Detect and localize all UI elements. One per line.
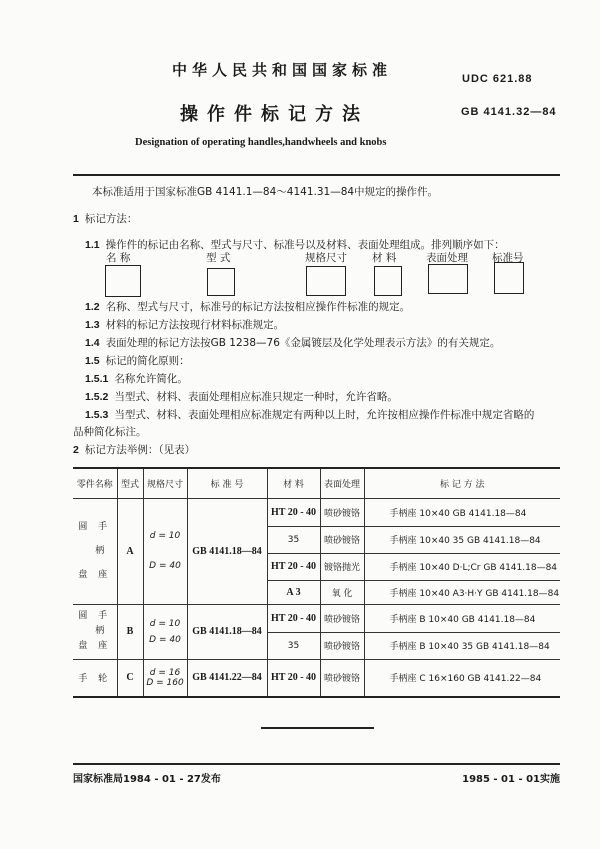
standard-cell: GB 4141.18—84 — [187, 604, 267, 659]
size-line: D = 40 — [149, 561, 181, 571]
standard-cell: GB 4141.18—84 — [187, 498, 267, 604]
section-text: 当型式、材料、表面处理相应标准只规定一种时，允许省略。 — [114, 391, 398, 403]
section-1-5-2 — [85, 389, 398, 404]
marking-cell: 手柄座 C 16×160 GB 4141.22—84 — [364, 659, 560, 697]
material-cell: HT 20 - 40 — [267, 604, 320, 632]
section-text: 当型式、材料、表面处理相应标准规定有两种以上时，允许按相应操作件标准中规定省略的 — [114, 409, 535, 421]
marking-cell: 手柄座 B 10×40 35 GB 4141.18—84 — [364, 632, 560, 659]
part-name-line: 圆 手 — [78, 611, 112, 621]
surface-cell: 喷砂镀铬 — [320, 632, 364, 659]
size-line: D = 40 — [149, 634, 181, 645]
section-number: 1 — [73, 213, 79, 225]
section-text: 名称允许简化。 — [114, 373, 188, 385]
table-row — [73, 659, 560, 697]
header-marking: 标 记 方 法 — [364, 468, 560, 498]
size-cell — [143, 604, 187, 659]
footer-rule — [73, 763, 560, 765]
part-name-cell: 手 轮 — [73, 659, 117, 697]
header-type: 型式 — [117, 468, 143, 498]
section-text: 标记方法举例：（见表） — [84, 444, 196, 456]
order-label-material: 材 料 — [372, 252, 397, 264]
part-name-cell — [73, 604, 117, 659]
effective-date: 1985 - 01 - 01实施 — [462, 774, 560, 785]
size-line: d = 10 — [149, 531, 181, 541]
top-rule — [73, 174, 560, 176]
part-name-line: 盘 座 — [78, 641, 112, 651]
standard-cell: GB 4141.22—84 — [187, 659, 267, 697]
section-number: 1.5 — [85, 355, 100, 367]
section-1-4 — [85, 335, 500, 350]
section-1-2 — [85, 299, 410, 314]
type-cell: C — [117, 659, 143, 697]
part-name-line: 柄 — [95, 546, 109, 556]
end-of-text-rule — [261, 727, 374, 729]
section-number: 1.5.3 — [85, 409, 109, 421]
material-cell: HT 20 - 40 — [267, 498, 320, 526]
part-name-line: 柄 — [95, 626, 109, 636]
section-1-5 — [85, 353, 190, 368]
section-number: 2 — [73, 444, 79, 456]
order-box-name — [105, 265, 141, 297]
order-box-standard — [494, 262, 524, 294]
section-number: 1.5.1 — [85, 373, 109, 385]
size-cell — [143, 659, 187, 697]
material-cell: A 3 — [267, 580, 320, 604]
material-cell: HT 20 - 40 — [267, 659, 320, 697]
order-label-size: 规格尺寸 — [305, 252, 347, 264]
section-number: 1.5.2 — [85, 391, 109, 403]
type-cell: B — [117, 604, 143, 659]
header-standard: 标 准 号 — [187, 468, 267, 498]
header-part-name: 零件名称 — [73, 468, 117, 498]
marking-cell: 手柄座 10×40 D·L;Cr GB 4141.18—84 — [364, 553, 560, 580]
section-text: 标记的简化原则： — [105, 355, 190, 367]
material-cell: HT 20 - 40 — [267, 553, 320, 580]
section-1-5-1 — [85, 371, 188, 386]
order-label-surface: 表面处理 — [426, 252, 468, 264]
marking-cell: 手柄座 10×40 35 GB 4141.18—84 — [364, 526, 560, 553]
marking-examples-table — [73, 467, 560, 698]
section-1 — [73, 211, 137, 226]
order-label-type: 型 式 — [206, 252, 231, 264]
size-line: d = 16 — [149, 667, 181, 678]
size-cell — [143, 498, 187, 604]
section-text: 表面处理的标记方法按GB 1238—76《金属镀层及化学处理表示方法》的有关规定。 — [105, 337, 501, 349]
section-number: 1.1 — [85, 239, 100, 251]
material-cell: 35 — [267, 632, 320, 659]
surface-cell: 氧 化 — [320, 580, 364, 604]
standard-number: GB 4141.32—84 — [461, 106, 557, 118]
size-line: D = 160 — [146, 677, 184, 688]
section-text: 材料的标记方法按现行材料标准规定。 — [105, 319, 285, 331]
national-standard-heading: 中华人民共和国国家标准 — [172, 61, 393, 79]
table-row — [73, 498, 560, 526]
part-name-line: 圆 手 — [78, 522, 112, 532]
section-1-5-3-continuation: 品种简化标注。 — [73, 426, 147, 438]
section-1-3 — [85, 317, 284, 332]
part-name-line: 盘 座 — [78, 570, 112, 580]
surface-cell: 镀铬抛光 — [320, 553, 364, 580]
section-number: 1.2 — [85, 301, 100, 313]
order-label-standard: 标准号 — [492, 252, 524, 264]
section-text: 名称、型式与尺寸，标准号的标记方法按相应操作件标准的规定。 — [105, 301, 411, 313]
section-text: 标记方法： — [84, 213, 138, 225]
table-header-row — [73, 468, 560, 498]
order-label-name: 名 称 — [106, 252, 131, 264]
order-box-size — [306, 266, 346, 296]
section-number: 1.4 — [85, 337, 100, 349]
section-2 — [73, 442, 195, 457]
part-name-cell — [73, 498, 117, 604]
section-number: 1.3 — [85, 319, 100, 331]
issue-date: 国家标准局1984 - 01 - 27发布 — [73, 774, 221, 785]
section-1-5-3 — [85, 407, 534, 422]
surface-cell: 喷砂镀铬 — [320, 659, 364, 697]
surface-cell: 喷砂镀铬 — [320, 526, 364, 553]
order-box-material — [374, 266, 402, 296]
order-box-surface — [428, 264, 468, 294]
surface-cell: 喷砂镀铬 — [320, 498, 364, 526]
material-cell: 35 — [267, 526, 320, 553]
marking-cell: 手柄座 10×40 A3·H·Y GB 4141.18—84 — [364, 580, 560, 604]
header-surface: 表面处理 — [320, 468, 364, 498]
udc-code: UDC 621.88 — [462, 73, 533, 85]
type-cell: A — [117, 498, 143, 604]
marking-cell: 手柄座 10×40 GB 4141.18—84 — [364, 498, 560, 526]
table-row — [73, 604, 560, 632]
marking-cell: 手柄座 B 10×40 GB 4141.18—84 — [364, 604, 560, 632]
size-line: d = 10 — [149, 618, 181, 629]
order-box-type — [207, 268, 235, 296]
intro-paragraph: 本标准适用于国家标准GB 4141.1—84～4141.31—84中规定的操作件。 — [92, 186, 439, 198]
english-title: Designation of operating handles,handwheels and knobs — [135, 137, 387, 148]
header-size: 规格尺寸 — [143, 468, 187, 498]
surface-cell: 喷砂镀铬 — [320, 604, 364, 632]
header-material: 材 料 — [267, 468, 320, 498]
section-text: 操作件的标记由名称、型式与尺寸、标准号以及材料、表面处理组成。排列顺序如下： — [105, 239, 505, 251]
document-title: 操作件标记方法 — [180, 104, 369, 125]
